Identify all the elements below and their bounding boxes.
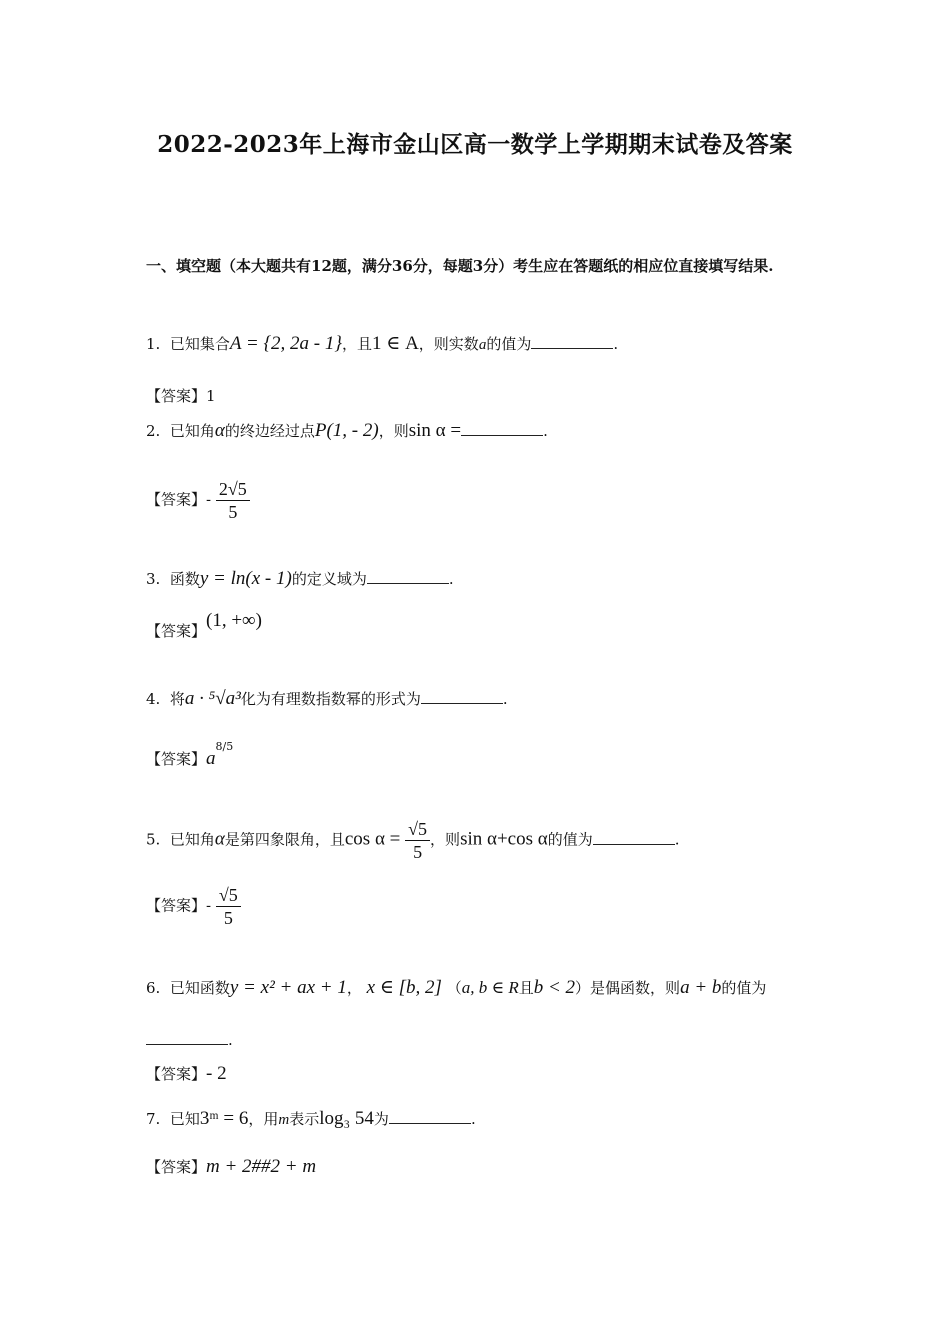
fraction-numerator: 2√5: [216, 478, 250, 501]
question-4: 4. 将a · ⁵√a³化为有理数指数幂的形式为 .: [146, 688, 508, 709]
question-2: 2. 已知角α的终边经过点P(1, - 2)，则sin α = .: [146, 420, 548, 441]
question-text: ，用: [248, 1110, 279, 1128]
question-7: 7. 已知3ᵐ = 6，用m表示log₃ 54为 .: [146, 1108, 476, 1129]
answer-blank: [146, 1030, 228, 1045]
question-number: 3.: [146, 570, 161, 588]
answer-label: 【答案】: [146, 387, 207, 405]
answer-4: [146, 740, 234, 770]
answer-label: 【答案】: [146, 1158, 207, 1176]
answer-blank: [389, 1109, 471, 1124]
question-number: 6.: [146, 979, 161, 997]
math-expression: P(1, - 2): [314, 420, 379, 441]
fraction-numerator: √5: [405, 818, 430, 841]
section-heading: 一、填空题（本大题共有12题，满分36分，每题3分）考生应在答题纸的相应位直接填写结果.: [146, 257, 774, 275]
question-text: 已知角: [169, 422, 215, 440]
question-text: ，且: [341, 335, 372, 353]
question-1: 1. 已知集合A = {2, 2a - 1}，且1 ∈ A，则实数a的值为 .: [146, 333, 619, 354]
math-expression: b < 2: [533, 977, 576, 998]
answer-blank: [421, 689, 503, 704]
answer-value: - 2: [206, 1063, 227, 1084]
answer-2: [146, 478, 250, 523]
answer-label: 【答案】: [146, 622, 207, 640]
question-text: 的值为: [486, 335, 532, 353]
answer-blank: [593, 830, 675, 845]
math-expression: y = ln(x - 1): [199, 568, 292, 589]
question-text: 表示: [289, 1110, 320, 1128]
question-text: 的值为: [547, 830, 593, 849]
question-number: 2.: [146, 422, 161, 440]
question-text: 已知角: [169, 830, 215, 849]
question-6: [146, 976, 826, 999]
question-text: 的终边经过点: [224, 422, 315, 440]
math-expression: α: [214, 420, 225, 441]
math-expression: a · ⁵√a³: [184, 688, 241, 709]
answer-sign: -: [206, 896, 212, 915]
answer-label: 【答案】: [146, 750, 207, 768]
answer-base: a: [206, 748, 216, 769]
answer-label: 【答案】: [146, 490, 207, 509]
question-5: 5. 已知角α是第四象限角，且cos α = $\frac{√5}{5}$ ，则sin α+cos α的值为 .: [146, 819, 680, 862]
question-number: 5.: [146, 830, 161, 849]
math-variable: m: [278, 1112, 290, 1128]
question-text: 已知: [169, 1110, 200, 1128]
answer-label: 【答案】: [146, 896, 207, 915]
answer-fraction: [216, 478, 250, 523]
math-expression: x ∈ [b, 2]: [366, 977, 442, 998]
answer-7: [146, 1156, 316, 1178]
fraction-denominator: 5: [413, 842, 423, 862]
fraction-numerator: √5: [216, 884, 241, 907]
math-expression: 1 ∈ A: [372, 333, 419, 354]
question-3: 3. 函数y = ln(x - 1)的定义域为 .: [146, 568, 454, 589]
question-number: 7.: [146, 1110, 161, 1128]
question-text: 的定义域为: [291, 570, 367, 588]
answer-blank: [531, 334, 613, 349]
math-expression: A = {2, 2a - 1}: [229, 333, 342, 354]
question-text: 已知集合: [169, 335, 230, 353]
question-text: ，则实数: [418, 335, 479, 353]
answer-6: [146, 1063, 227, 1085]
answer-3: [146, 610, 262, 642]
question-number: 4.: [146, 690, 161, 708]
question-text: 已知函数: [169, 979, 230, 997]
answer-exponent: 8/5: [215, 740, 234, 753]
question-text: 为: [373, 1110, 389, 1128]
question-number: 1.: [146, 335, 161, 353]
answer-value: (1, +∞): [206, 610, 262, 631]
document-title: 2022-2023年上海市金山区高一数学上学期期末试卷及答案: [157, 131, 793, 158]
question-6-blank: .: [146, 1030, 826, 1049]
question-text: ）是偶函数，则: [575, 979, 681, 997]
question-text: 是第四象限角，且: [224, 830, 345, 849]
question-text: 且: [518, 979, 534, 997]
answer-sign: -: [206, 490, 212, 509]
math-expression: 3ᵐ = 6: [199, 1108, 249, 1129]
question-text: 将: [169, 690, 185, 708]
math-expression: log₃ 54: [319, 1108, 374, 1129]
math-expression: a + b: [680, 977, 722, 998]
answer-1: [146, 385, 216, 406]
answer-blank: [367, 569, 449, 584]
answer-5: [146, 884, 241, 929]
question-text: 的值为: [721, 979, 767, 997]
question-text: ，则: [378, 422, 409, 440]
question-text: ，则: [430, 830, 461, 849]
math-variable: a: [478, 337, 487, 353]
question-text: ，: [346, 979, 362, 997]
math-expression: cos α =: [344, 828, 401, 850]
answer-label: 【答案】: [146, 1065, 207, 1083]
math-expression: sin α =: [408, 420, 462, 441]
answer-blank: [461, 421, 543, 436]
math-expression: α: [214, 828, 225, 850]
math-expression: y = x² + ax + 1: [229, 977, 347, 998]
answer-value: 1: [206, 387, 216, 405]
question-text: 化为有理数指数幂的形式为: [240, 690, 421, 708]
answer-value: m + 2##2 + m: [206, 1156, 317, 1177]
question-text: 函数: [169, 570, 200, 588]
answer-fraction: [216, 884, 241, 929]
math-expression: sin α+cos α: [460, 828, 548, 850]
fraction-denominator: 5: [223, 908, 233, 928]
math-fraction: [405, 818, 430, 863]
question-text: （: [446, 979, 462, 997]
math-expression: a, b ∈ R: [461, 978, 519, 997]
fraction-denominator: 5: [228, 502, 238, 522]
